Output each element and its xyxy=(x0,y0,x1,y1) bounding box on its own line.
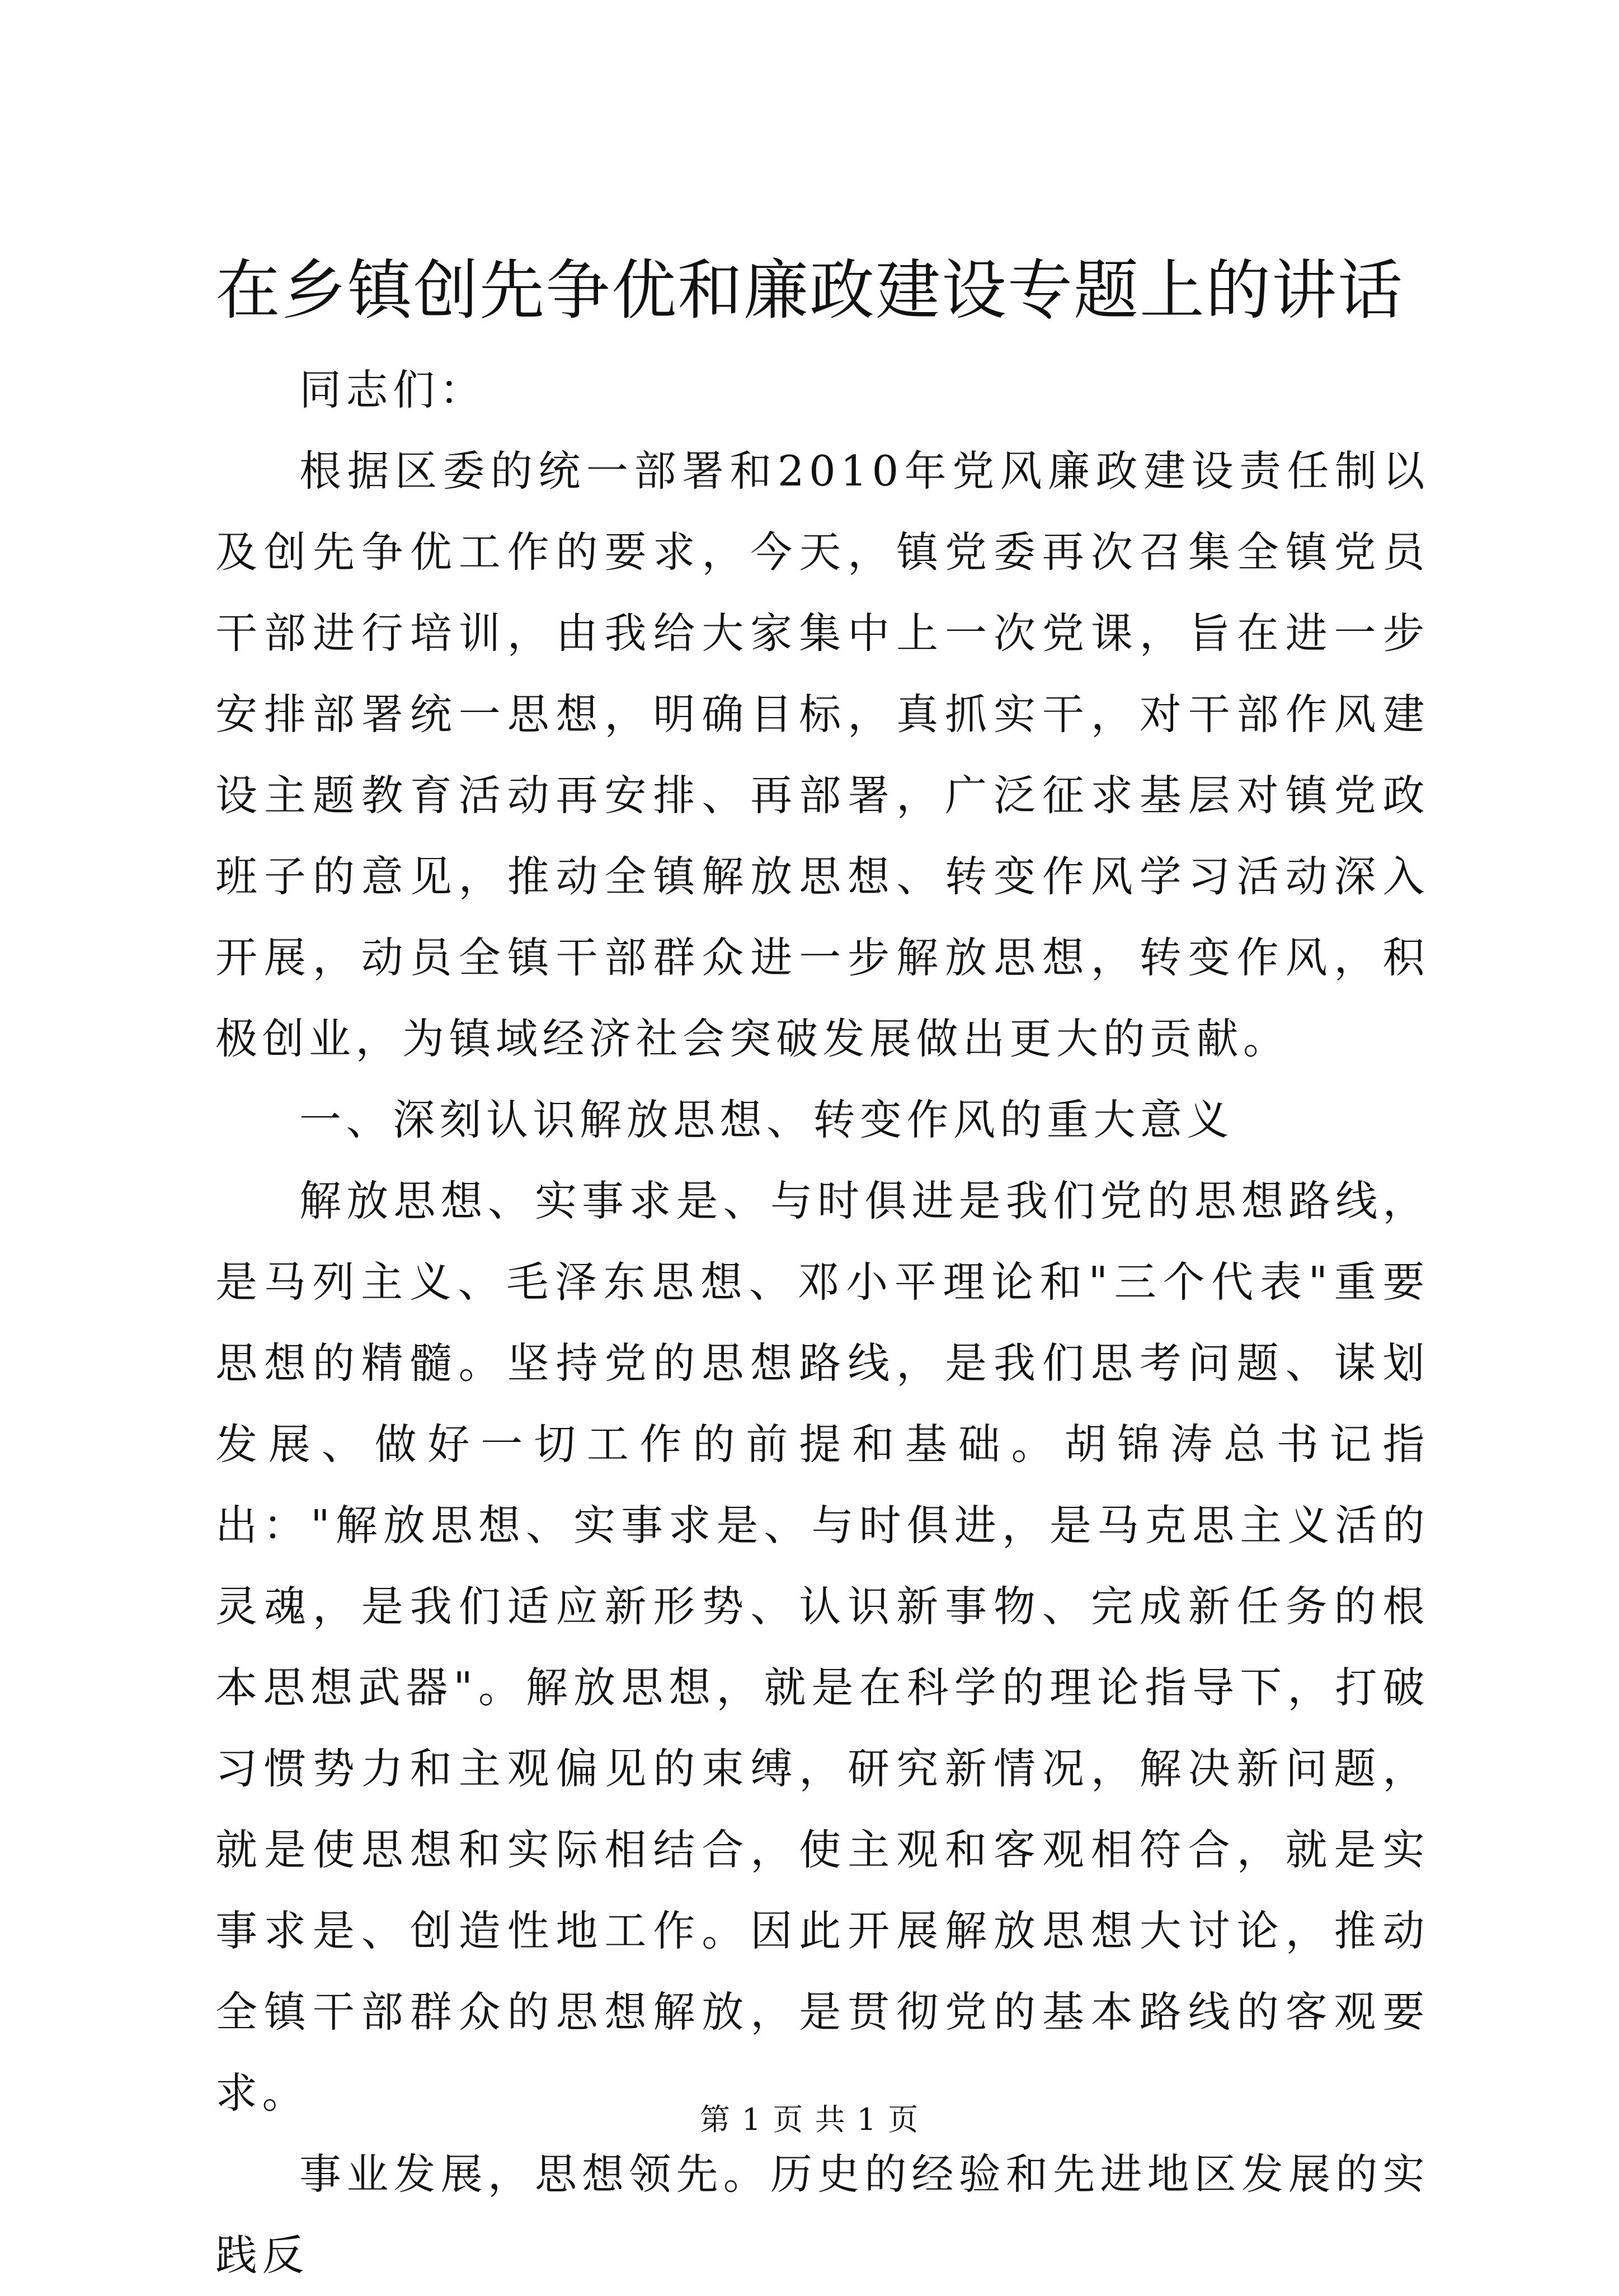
paragraph-intro: 根据区委的统一部署和2010年党风廉政建设责任制以及创先争优工作的要求，今天，镇党委再次召集全镇党员干部进行培训，由我给大家集中上一次党课，旨在进一步安排部署统一思想，明确目标，真抓实干，对干部作风建设主题教育活动再安排、再部署，广泛征求基层对镇党政班子的意见，推动全镇解放思想、转变作风学习活动深入开展，动员全镇干部群众进一步解放思想，转变作风，积极创业，为镇域经济社会突破发展做出更大的贡献。 xyxy=(215,446,1429,1063)
document-body xyxy=(215,350,1429,2296)
page-footer: 第 1 页 共 1 页 xyxy=(699,2102,920,2137)
paragraph: 事业发展，思想领先。历史的经验和先进地区发展的实践反 xyxy=(215,2149,1429,2280)
salutation: 同志们： xyxy=(299,365,487,414)
paragraph: 解放思想、实事求是、与时俱进是我们党的思想路线，是马列主义、毛泽东思想、邓小平理论和"三个代表"重要思想的精髓。坚持党的思想路线，是我们思考问题、谋划发展、做好一切工作的前提和基础。胡锦涛总书记指出："解放思想、实事求是、与时俱进，是马克思主义活的灵魂，是我们适应新形势、认识新事物、完成新任务的根本思想武器"。解放思想，就是在科学的理论指导下，打破习惯势力和主观偏见的束缚，研究新情况，解决新问题，就是使思想和实际相结合，使主观和客观相符合，就是实事求是、创造性地工作。因此开展解放思想大讨论，推动全镇干部群众的思想解放，是贯彻党的基本路线的客观要求。 xyxy=(215,1176,1429,2118)
section-heading: 一、深刻认识解放思想、转变作风的重大意义 xyxy=(299,1095,1234,1144)
document-title: 在乡镇创先争优和廉政建设专题上的讲话 xyxy=(215,253,1404,328)
